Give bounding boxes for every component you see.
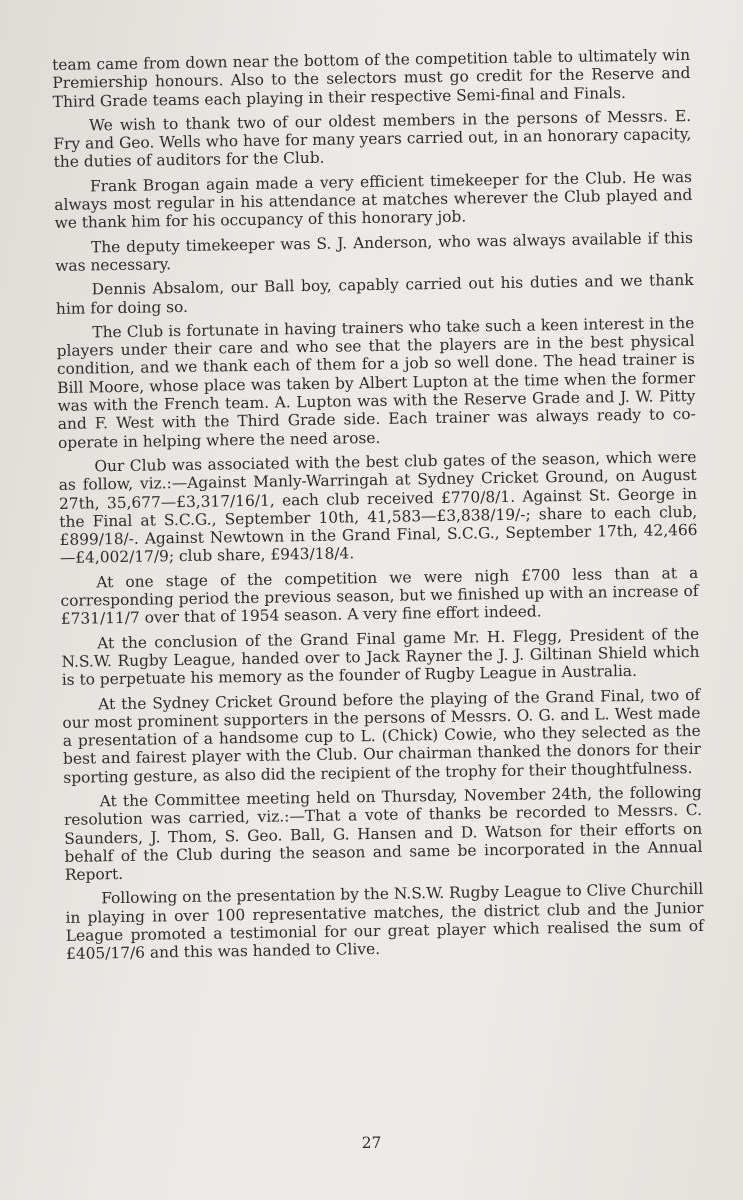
- paragraph: The Club is fortunate in having trainers who take such a keen interest in the players under their care and who see that the players are in the best physical condition, and we thank each of them for a job so well done. The head trainer is Bill Moore, whose place was taken by Albert Lupton at the time when the former was with the French team. A. Lupton was with the Reserve Grade and J. W. Pitty and F. West with the Third Grade side. Each trainer was always ready to co-operate in helping where the need arose.: [56, 313, 696, 452]
- paragraph: Dennis Absalom, our Ball boy, capably carried out his duties and we thank him for doing so.: [55, 271, 694, 318]
- paragraph: At the Sydney Cricket Ground before the playing of the Grand Final, two of our most prominent supporters in the persons of Messrs. O. G. and L. West made a presentation of a handsome cup to L. (Chick) Cowie, who they selected as the best and fairest player with the Club. Our chairman thanked the donors for their sporting gesture, as also did the recipient of the trophy for their thoughtfulness.: [62, 685, 702, 787]
- body-text: [52, 46, 704, 970]
- paragraph: At the conclusion of the Grand Final game Mr. H. Flegg, President of the N.S.W. Rugby League, handed over to Jack Rayner the J. J. Giltinan Shield which is to perpetuate his memory as the founder of Rugby League in Australia.: [61, 624, 700, 690]
- paragraph: team came from down near the bottom of the competition table to ultimately win Premiership honours. Also to the selectors must go credit for the Reserve and Third Grade teams each playing in their respective Semi-final and Finals.: [52, 45, 691, 111]
- paragraph: Frank Brogan again made a very efficient timekeeper for the Club. He was always most regular in his attendance at matches wherever the Club played and we thank him for his occupancy of this honorary job.: [54, 167, 693, 233]
- paragraph: At one stage of the competition we were nigh £700 less than at a corresponding period the previous season, but we finished up with an increase of £731/11/7 over that of 1954 season. A very fine effort indeed.: [60, 563, 699, 629]
- paragraph: We wish to thank two of our oldest members in the persons of Messrs. E. Fry and Geo. Wells who have for many years carried out, in an honorary capacity, the duties of auditors for the Club.: [53, 106, 692, 172]
- paragraph: At the Committee meeting held on Thursday, November 24th, the following resolution was carried, viz.:—That a vote of thanks be recorded to Messrs. C. Saunders, J. Thom, S. Geo. Ball, G. Hansen and D. Watson for their efforts on behalf of the Club during the season and same be incorporated in the Annual Report.: [63, 782, 703, 885]
- page-number: 27: [361, 1134, 382, 1152]
- paragraph: The deputy timekeeper was S. J. Anderson, who was always available if this was necessary.: [55, 228, 694, 275]
- paragraph: Following on the presentation by the N.S.W. Rugby League to Clive Churchill in playing in over 100 representative matches, the district club and the Junior League promoted a testimonial for our great player which realised the sum of £405/17/6 and this was handed to Clive.: [65, 880, 704, 964]
- paragraph: Our Club was associated with the best club gates of the season, which were as follow, viz.:—Against Manly-Warringah at Sydney Cricket Ground, on August 27th, 35,677—£3,317/16/1, each club received £770/8/1. Against St. George in the Final at S.C.G., September 10th, 41,583—£3,838/19/-; share to each club, £899/18/-. Against Newtown in the Grand Final, S.C.G., September 17th, 42,466—£4,002/17/9; club share, £943/18/4.: [58, 447, 698, 568]
